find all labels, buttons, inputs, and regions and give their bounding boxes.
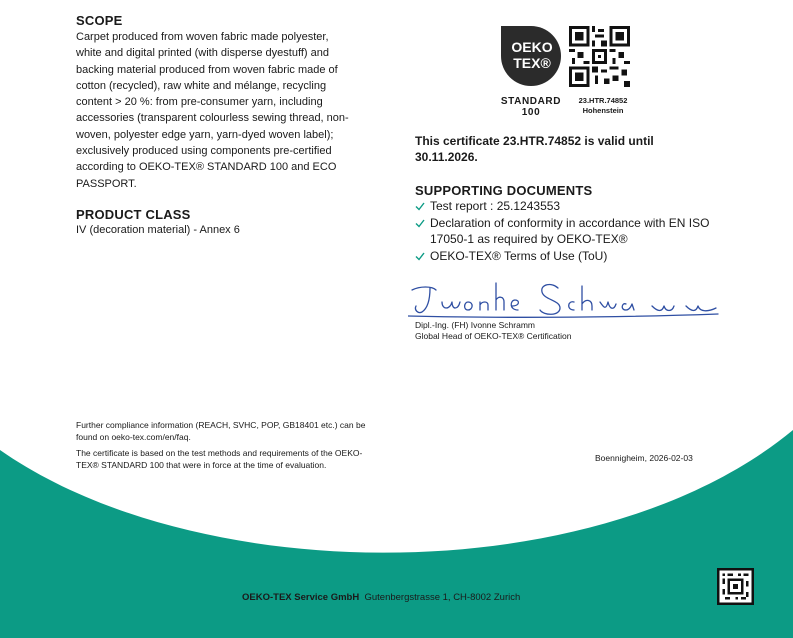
logo-line2: TEX® (513, 55, 551, 71)
handwritten-signature (408, 278, 720, 322)
certificate-institute: Hohenstein (582, 106, 624, 115)
signatory-name: Dipl.-Ing. (FH) Ivonne Schramm (415, 320, 535, 330)
qr-code-icon (569, 25, 630, 88)
footer-company: OEKO-TEX Service GmbH (242, 592, 360, 603)
issue-date: Boennigheim, 2026-02-03 (595, 453, 693, 463)
check-icon (415, 202, 425, 211)
product-class-text: IV (decoration material) - Annex 6 (76, 224, 240, 236)
qr-code-icon (717, 568, 754, 605)
certificate-number: 23.HTR.74852 (578, 96, 628, 105)
supporting-document-item (415, 198, 715, 215)
scope-text: Carpet produced from woven fabric made polyester, white and digital printed (with disperse dyestuff) and backing material produced from woven fabric made of cotton (recycled), raw white and mélange, recycling content > 20 %: from pre-consumer yarn, including accessories (transparent colourless sewing thread, non- woven, polyester edge yarn, yarn-dyed woven label); exclusively produced using components pre-certified according to OEKO-TEX® STANDARD 100 and ECO PASSPORT. (76, 31, 349, 190)
certificate-number-block (572, 96, 634, 116)
product-class-heading: PRODUCT CLASS (76, 207, 191, 222)
standard-word: STANDARD (500, 96, 562, 107)
supporting-document-item (415, 248, 715, 265)
signatory-title: Global Head of OEKO-TEX® Certification (415, 331, 572, 341)
standard-number: 100 (521, 107, 541, 118)
logo-line1: OEKO (511, 39, 553, 55)
standard-label (493, 96, 569, 118)
scope-heading: SCOPE (76, 13, 123, 28)
basis-note: The certificate is based on the test methods and requirements of the OEKO-TEX® STANDARD 100 that were in force at the time of evaluation. (76, 448, 363, 470)
oeko-tex-logo (499, 24, 563, 88)
supporting-document-text: OEKO-TEX® Terms of Use (ToU) (430, 248, 608, 263)
supporting-document-text: Test report : 25.1243553 (430, 199, 561, 213)
validity-statement: This certificate 23.HTR.74852 is valid until 30.11.2026. (415, 134, 654, 164)
supporting-document-text: Declaration of conformity in accordance with EN ISO 17050-1 as required by OEKO-TEX® (430, 215, 710, 246)
signatory-block (415, 320, 572, 342)
check-icon (415, 252, 425, 261)
check-icon (415, 219, 425, 228)
footer-street: Gutenbergstrasse 1, CH-8002 Zurich (364, 592, 521, 603)
supporting-documents-list (415, 198, 715, 264)
compliance-note: Further compliance information (REACH, SVHC, POP, GB18401 etc.) can be found on oeko-tex.com/en/faq. (76, 420, 366, 442)
supporting-documents-heading: SUPPORTING DOCUMENTS (415, 183, 593, 198)
supporting-document-item (415, 215, 715, 248)
footer-address (242, 592, 520, 603)
